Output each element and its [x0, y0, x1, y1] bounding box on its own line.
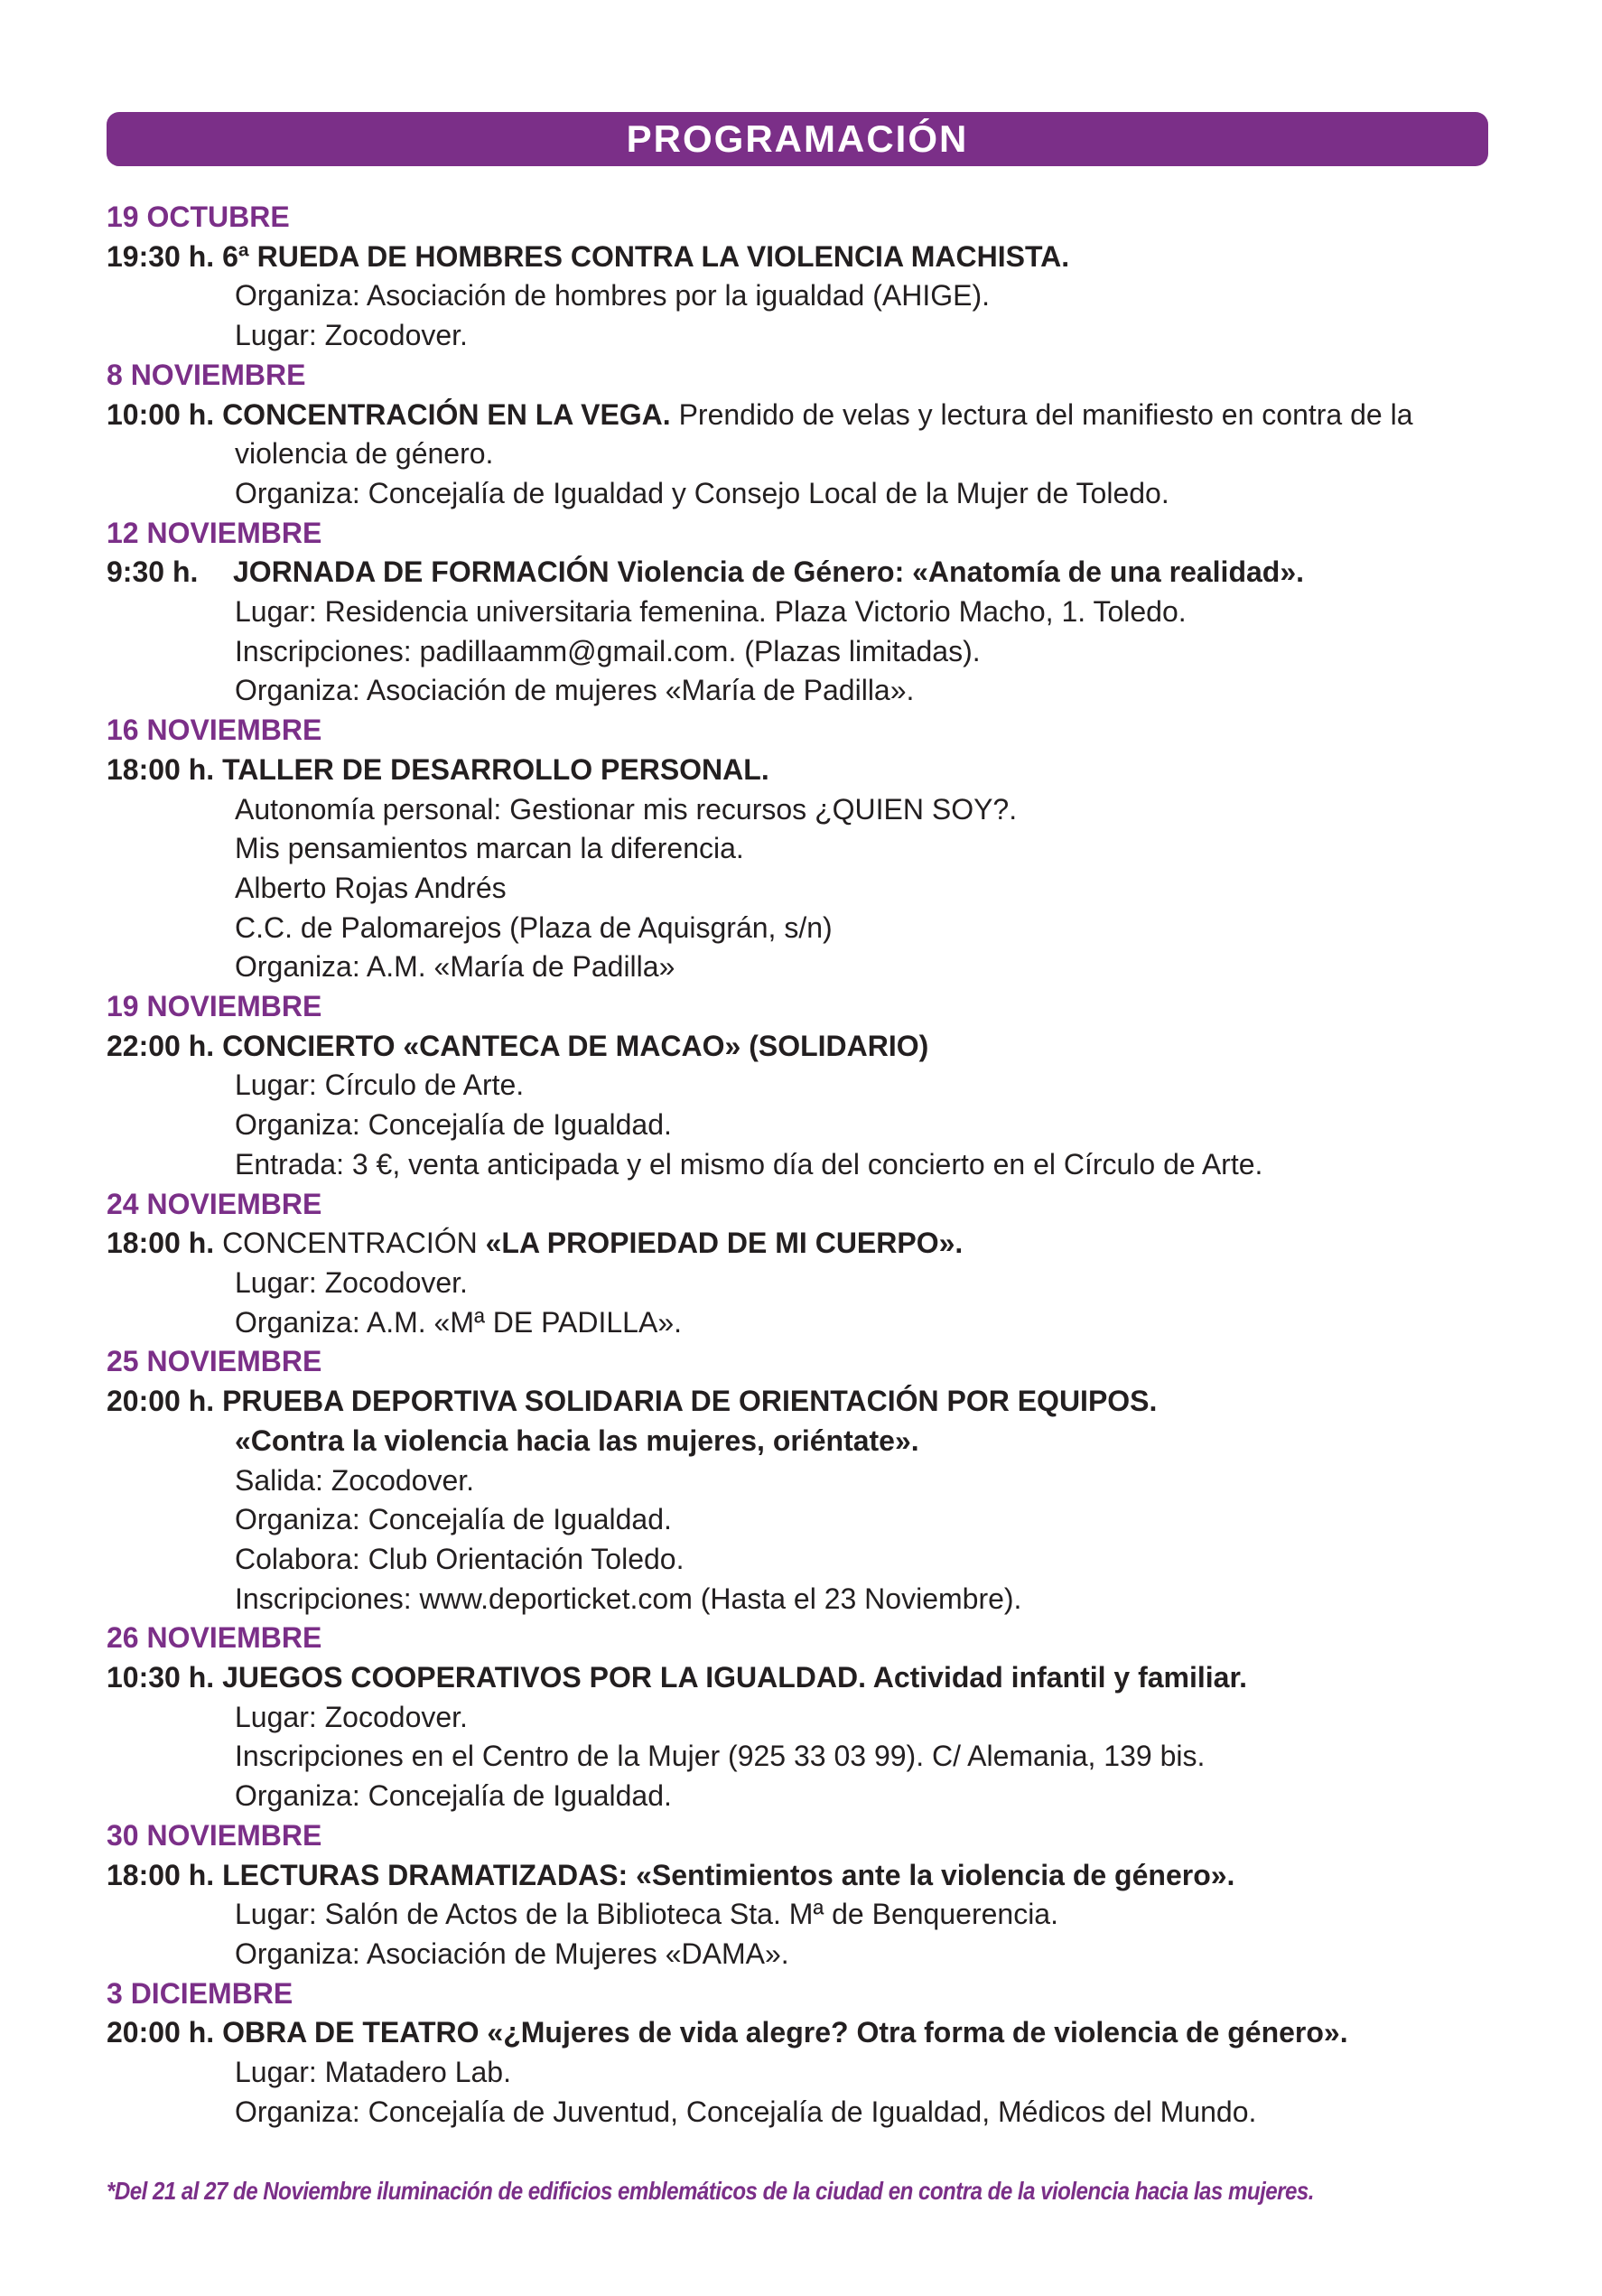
event-title: JUEGOS COOPERATIVOS POR LA IGUALDAD. Actividad infantil y familiar.	[222, 1661, 1248, 1694]
event-heading	[107, 1382, 1494, 1422]
event-title: OBRA DE TEATRO «¿Mujeres de vida alegre? Otra forma de violencia de género».	[222, 2016, 1348, 2049]
event-title: «LA PROPIEDAD DE MI CUERPO».	[485, 1227, 964, 1260]
event-16-noviembre	[107, 711, 1494, 987]
event-title: LECTURAS DRAMATIZADAS: «Sentimientos ante la violencia de género».	[222, 1858, 1235, 1891]
event-title-plain: CONCENTRACIÓN	[222, 1227, 478, 1260]
page-title: PROGRAMACIÓN	[626, 117, 969, 160]
event-time: 18:00 h.	[107, 1858, 215, 1891]
event-title: CONCIERTO «CANTECA DE MACAO» (SOLIDARIO)	[222, 1029, 929, 1062]
event-date: 8 NOVIEMBRE	[107, 358, 306, 391]
event-detail: Lugar: Residencia universitaria femenina. Plaza Victorio Macho, 1. Toledo.	[235, 595, 1187, 629]
event-detail: Organiza: Concejalía de Igualdad.	[235, 1108, 672, 1142]
event-detail: Organiza: Asociación de hombres por la igualdad (AHIGE).	[235, 279, 990, 313]
event-heading	[107, 2013, 1494, 2053]
event-25-noviembre	[107, 1342, 1494, 1619]
event-heading	[107, 553, 1494, 593]
event-heading	[107, 396, 1494, 474]
event-19-octubre	[107, 198, 1494, 356]
event-detail: Alberto Rojas Andrés	[235, 871, 507, 904]
event-date: 25 NOVIEMBRE	[107, 1345, 322, 1378]
event-detail: Organiza: Asociación de Mujeres «DAMA».	[235, 1937, 789, 1970]
event-title: TALLER DE DESARROLLO PERSONAL.	[222, 752, 769, 786]
event-heading	[107, 1856, 1494, 1896]
event-heading	[107, 1027, 1494, 1067]
event-detail: Organiza: Asociación de mujeres «María de Padilla».	[235, 674, 915, 707]
programacion-banner	[107, 112, 1488, 166]
event-detail: Organiza: Concejalía de Juventud, Concejalía de Igualdad, Médicos del Mundo.	[235, 2095, 1257, 2128]
event-detail: Organiza: Concejalía de Igualdad.	[235, 1503, 672, 1536]
event-title: PRUEBA DEPORTIVA SOLIDARIA DE ORIENTACIÓN POR EQUIPOS.	[222, 1385, 1158, 1418]
event-date: 3 DICIEMBRE	[107, 1976, 293, 2010]
event-time: 19:30 h.	[107, 239, 215, 273]
event-date: 26 NOVIEMBRE	[107, 1621, 322, 1655]
event-detail: Lugar: Zocodover.	[235, 1265, 468, 1299]
event-detail: Lugar: Zocodover.	[235, 1700, 468, 1733]
event-3-diciembre	[107, 1974, 1494, 2133]
event-19-noviembre	[107, 987, 1494, 1185]
event-detail: Organiza: A.M. «Mª DE PADILLA».	[235, 1305, 682, 1339]
event-date: 19 OCTUBRE	[107, 201, 290, 233]
event-heading	[107, 1658, 1494, 1698]
event-detail: Lugar: Zocodover.	[235, 319, 468, 352]
event-time: 18:00 h.	[107, 752, 215, 786]
event-time: 18:00 h.	[107, 1227, 215, 1260]
event-date: 24 NOVIEMBRE	[107, 1187, 322, 1220]
event-detail: Autonomía personal: Gestionar mis recursos ¿QUIEN SOY?.	[235, 792, 1018, 826]
event-detail: Organiza: Concejalía de Igualdad y Consejo Local de la Mujer de Toledo.	[235, 476, 1169, 509]
event-detail: Organiza: Concejalía de Igualdad.	[235, 1779, 672, 1813]
event-time: 10:30 h.	[107, 1661, 215, 1694]
event-26-noviembre	[107, 1619, 1494, 1816]
event-detail: Entrada: 3 €, venta anticipada y el mismo día del concierto en el Círculo de Arte.	[235, 1147, 1263, 1181]
event-heading	[107, 238, 1494, 277]
event-24-noviembre	[107, 1185, 1494, 1343]
event-detail: Inscripciones en el Centro de la Mujer (925 33 03 99). C/ Alemania, 139 bis.	[235, 1740, 1206, 1773]
event-date: 19 NOVIEMBRE	[107, 990, 322, 1023]
event-time: 20:00 h.	[107, 1385, 215, 1418]
event-subtitle: «Contra la violencia hacia las mujeres, oriéntate».	[235, 1423, 919, 1457]
event-date: 16 NOVIEMBRE	[107, 714, 322, 747]
event-detail: Lugar: Matadero Lab.	[235, 2056, 511, 2089]
event-8-noviembre	[107, 356, 1494, 514]
event-detail: Lugar: Salón de Actos de la Biblioteca Sta. Mª de Benquerencia.	[235, 1898, 1058, 1931]
footer-note: *Del 21 al 27 de Noviembre iluminación de edificios emblemáticos de la ciudad en contra de la violencia hacia las mujeres.	[107, 2177, 1314, 2205]
event-detail: Mis pensamientos marcan la diferencia.	[235, 832, 744, 865]
event-detail: Salida: Zocodover.	[235, 1463, 475, 1497]
event-detail: C.C. de Palomarejos (Plaza de Aquisgrán, s/n)	[235, 910, 833, 944]
event-date: 30 NOVIEMBRE	[107, 1818, 322, 1852]
event-12-noviembre	[107, 514, 1494, 712]
event-title: JORNADA DE FORMACIÓN Violencia de Género: «Anatomía de una realidad».	[233, 555, 1305, 589]
event-heading	[107, 1224, 1494, 1264]
event-list	[107, 198, 1494, 2132]
event-detail: Inscripciones: padillaamm@gmail.com. (Plazas limitadas).	[235, 634, 981, 667]
event-time: 22:00 h.	[107, 1029, 215, 1062]
event-time: 9:30 h.	[107, 555, 199, 589]
event-30-noviembre	[107, 1816, 1494, 1974]
event-title: CONCENTRACIÓN EN LA VEGA.	[222, 397, 671, 431]
event-detail: Inscripciones: www.deporticket.com (Hasta el 23 Noviembre).	[235, 1582, 1022, 1615]
event-date: 12 NOVIEMBRE	[107, 516, 322, 549]
event-detail: Colabora: Club Orientación Toledo.	[235, 1542, 685, 1575]
event-time: 20:00 h.	[107, 2016, 215, 2049]
event-time: 10:00 h.	[107, 397, 215, 431]
event-title: 6ª RUEDA DE HOMBRES CONTRA LA VIOLENCIA MACHISTA.	[222, 239, 1070, 273]
event-description: Prendido de velas y lectura del manifiesto en contra de la violencia de género.	[235, 397, 1413, 471]
event-detail: Lugar: Círculo de Arte.	[235, 1069, 525, 1102]
event-detail: Organiza: A.M. «María de Padilla»	[235, 950, 675, 984]
event-heading	[107, 751, 1494, 790]
